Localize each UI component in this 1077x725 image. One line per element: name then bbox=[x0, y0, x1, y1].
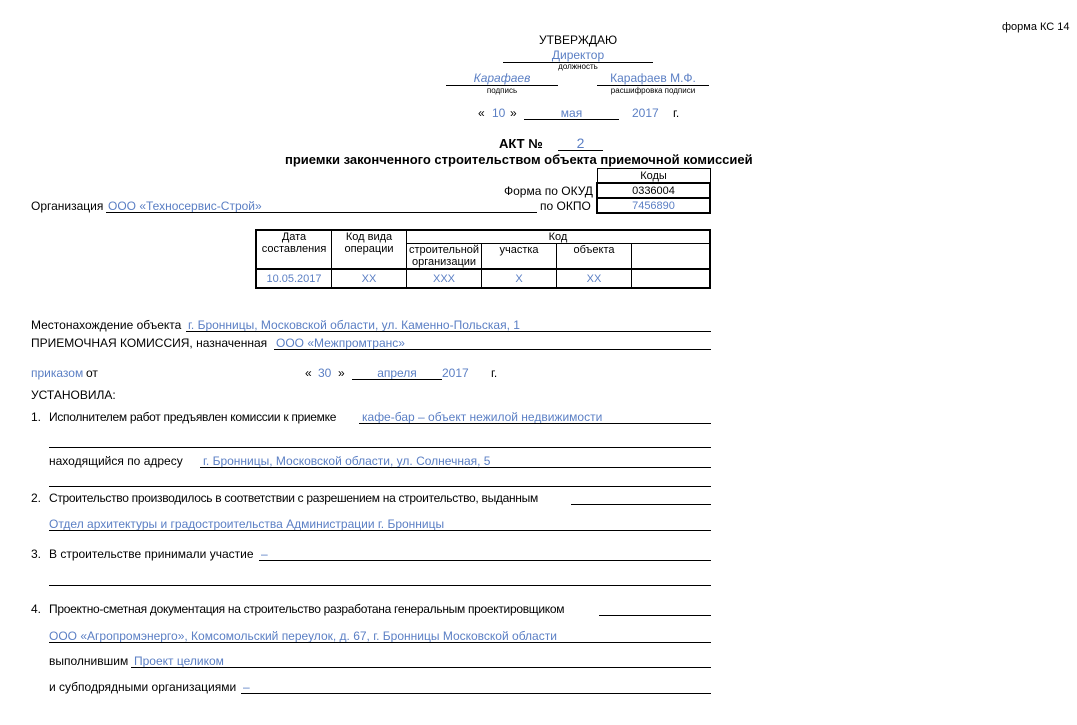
okpo-value[interactable]: 7456890 bbox=[597, 198, 710, 213]
item-1-label: Исполнителем работ предъявлен комиссии к приемке bbox=[49, 410, 337, 424]
item-1-address-label: находящийся по адресу bbox=[49, 454, 183, 468]
item-2-value[interactable]: Отдел архитектуры и градостроительства Администрации г. Бронницы bbox=[49, 517, 445, 531]
item-4-value-underline bbox=[49, 642, 711, 643]
organization-value[interactable]: ООО «Техносервис-Строй» bbox=[108, 199, 262, 213]
order-day[interactable]: 30 bbox=[318, 366, 332, 380]
okpo-label: по ОКПО bbox=[540, 199, 591, 213]
sub-empty-header bbox=[632, 244, 711, 270]
order-label-blue: приказом bbox=[31, 366, 84, 380]
commission-underline bbox=[274, 349, 711, 350]
order-month[interactable]: апреля bbox=[377, 366, 417, 380]
item-4-performed-underline bbox=[131, 667, 711, 668]
established-label: УСТАНОВИЛА: bbox=[31, 388, 116, 402]
val-date[interactable]: 10.05.2017 bbox=[256, 269, 332, 288]
act-number-underline bbox=[558, 150, 603, 151]
item-2-underline bbox=[571, 504, 711, 505]
order-label-rest: от bbox=[86, 366, 98, 380]
sub-site-header: участка bbox=[482, 244, 557, 270]
item-3-label: В строительстве принимали участие bbox=[49, 547, 254, 561]
col-code-header: Код bbox=[407, 230, 711, 244]
item-4-sub-label: и субподрядными организациями bbox=[49, 680, 237, 694]
item-1-address-value[interactable]: г. Бронницы, Московской области, ул. Солнечная, 5 bbox=[203, 454, 491, 468]
okud-value[interactable]: 0336004 bbox=[597, 183, 710, 198]
location-underline bbox=[186, 331, 711, 332]
col-op-header: Код вида операции bbox=[332, 230, 407, 269]
location-label: Местонахождение объекта bbox=[31, 318, 182, 332]
item-4-value[interactable]: ООО «Агропромэнерго», Комсомольский переулок, д. 67, г. Бронницы Московской области bbox=[49, 629, 557, 643]
val-empty[interactable] bbox=[632, 269, 711, 288]
item-4-sub-value[interactable]: – bbox=[243, 680, 250, 694]
item-3-value[interactable]: – bbox=[261, 547, 268, 561]
item-1-blank-line bbox=[49, 447, 711, 448]
item-4-underline bbox=[599, 615, 711, 616]
item-1-value[interactable]: кафе-бар – объект нежилой недвижимости bbox=[362, 410, 603, 424]
approve-date-day[interactable]: 10 bbox=[492, 106, 506, 120]
item-4-performed-label: выполнившим bbox=[49, 654, 129, 668]
code-grid bbox=[255, 229, 711, 289]
item-3-number: 3. bbox=[31, 547, 42, 561]
col-date-header: Дата составления bbox=[256, 230, 332, 269]
approve-date-close-quote: » bbox=[510, 106, 517, 120]
item-4-label: Проектно-сметная документация на строительство разработана генеральным проектировщиком bbox=[49, 602, 565, 616]
order-month-underline bbox=[352, 379, 442, 380]
name-caption: расшифровка подписи bbox=[610, 86, 696, 95]
organization-underline bbox=[106, 212, 537, 213]
item-2-value-underline bbox=[49, 530, 711, 531]
order-close-quote: » bbox=[338, 366, 345, 380]
val-site[interactable]: X bbox=[482, 269, 557, 288]
name-value[interactable]: Карафаев М.Ф. bbox=[610, 71, 696, 85]
item-2-number: 2. bbox=[31, 491, 42, 505]
approve-date-open-quote: « bbox=[478, 106, 485, 120]
okud-label: Форма по ОКУД bbox=[504, 184, 593, 198]
sub-obj-header: объекта bbox=[557, 244, 632, 270]
item-1-blank-line-2 bbox=[49, 486, 711, 487]
approve-title: УТВЕРЖДАЮ bbox=[539, 33, 618, 47]
commission-label: ПРИЕМОЧНАЯ КОМИССИЯ, назначенная bbox=[31, 336, 268, 350]
codes-table bbox=[596, 168, 711, 214]
item-3-blank-line bbox=[49, 585, 711, 586]
order-open-quote: « bbox=[305, 366, 312, 380]
sub-org-header: строительной организации bbox=[407, 244, 482, 270]
item-4-performed-value[interactable]: Проект целиком bbox=[134, 654, 224, 668]
position-value[interactable]: Директор bbox=[551, 48, 605, 62]
act-title-prefix: АКТ № bbox=[499, 136, 543, 151]
location-value[interactable]: г. Бронницы, Московской области, ул. Каменно-Польская, 1 bbox=[188, 318, 520, 332]
position-caption: должность bbox=[558, 62, 598, 71]
act-subtitle: приемки законченного строительством объекта приемочной комиссией bbox=[285, 152, 753, 167]
signature-caption: подпись bbox=[486, 86, 518, 95]
codes-header: Коды bbox=[597, 169, 710, 184]
item-1-number: 1. bbox=[31, 410, 42, 424]
item-1-underline bbox=[359, 423, 711, 424]
organization-label: Организация bbox=[31, 199, 104, 213]
item-2-label: Строительство производилось в соответствии с разрешением на строительство, выданным bbox=[49, 491, 538, 505]
commission-value[interactable]: ООО «Межпромтранс» bbox=[276, 336, 405, 350]
order-suffix: г. bbox=[491, 366, 498, 380]
item-4-sub-underline bbox=[241, 693, 711, 694]
item-1-address-underline bbox=[200, 467, 711, 468]
approve-date-year[interactable]: 2017 bbox=[632, 106, 659, 120]
item-3-underline bbox=[259, 560, 711, 561]
approve-date-suffix: г. bbox=[673, 106, 680, 120]
item-4-number: 4. bbox=[31, 602, 42, 616]
form-label: форма КС 14 bbox=[1002, 21, 1070, 33]
val-op[interactable]: XX bbox=[332, 269, 407, 288]
order-year[interactable]: 2017 bbox=[442, 366, 469, 380]
approve-date-month[interactable]: мая bbox=[560, 106, 583, 120]
val-org[interactable]: XXX bbox=[407, 269, 482, 288]
act-number[interactable]: 2 bbox=[576, 135, 585, 151]
signature-value[interactable]: Карафаев bbox=[473, 71, 531, 85]
val-obj[interactable]: XX bbox=[557, 269, 632, 288]
